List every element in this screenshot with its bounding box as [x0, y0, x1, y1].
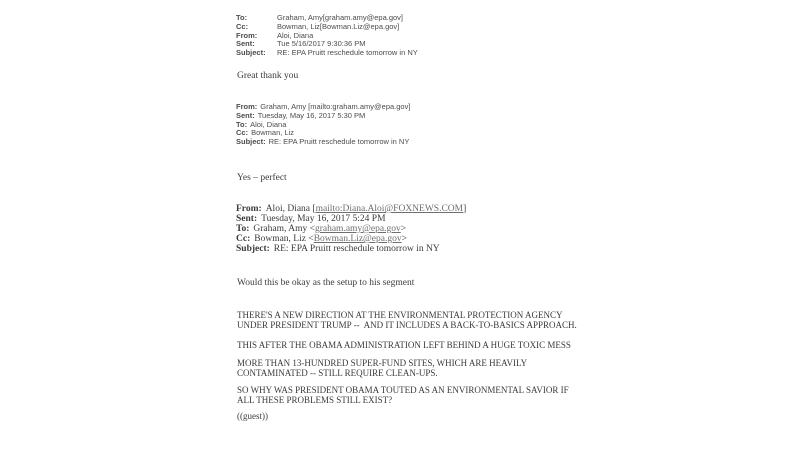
script-paragraph: [237, 310, 577, 330]
header-label: Subject:: [236, 48, 266, 58]
script-line: SO WHY WAS PRESIDENT OBAMA TOUTED AS AN ENVIRONMENTAL SAVIOR IF: [237, 385, 569, 395]
email3-header-block: [236, 204, 466, 254]
header-row: [236, 214, 466, 224]
header-value: ]: [463, 204, 467, 214]
header-value: >: [400, 224, 407, 234]
header-label: Cc:: [236, 234, 251, 244]
header-value: Tuesday, May 16, 2017 5:30 PM: [257, 110, 366, 120]
script-paragraph: [237, 385, 569, 405]
script-line: ((guest)): [237, 411, 268, 421]
header-label: To:: [236, 224, 250, 234]
header-row: [236, 224, 466, 234]
script-line: THIS AFTER THE OBAMA ADMINISTRATION LEFT BEHIND A HUGE TOXIC MESS: [237, 340, 571, 350]
cc-email-link[interactable]: Bowman.Liz@epa.gov: [313, 234, 402, 244]
header-row: [236, 49, 418, 58]
header-row: [236, 23, 418, 32]
header-row: [236, 244, 466, 254]
email-document: [236, 0, 581, 450]
header-label: Sent:: [236, 39, 255, 49]
to-email-link[interactable]: graham.amy@epa.gov: [314, 224, 401, 234]
header-value: Aloi, Diana: [250, 119, 287, 129]
script-line: MORE THAN 13-HUNDRED SUPER-FUND SITES, WHICH ARE HEAVILY: [237, 358, 528, 368]
header-value: Tuesday, May 16, 2017 5:24 PM: [261, 214, 386, 224]
header-value: Aloi, Diana [: [265, 204, 316, 214]
header-value: >: [401, 234, 407, 244]
header-label: Sent:: [236, 214, 258, 224]
script-guest-cue: [237, 411, 268, 421]
email2-header-block: [236, 103, 410, 147]
header-row: [236, 204, 466, 214]
script-line: ALL THESE PROBLEMS STILL EXIST?: [237, 395, 393, 405]
header-row: [236, 138, 410, 147]
email1-body-text: Great thank you: [237, 71, 299, 81]
header-value: RE: EPA Pruitt reschedule tomorrow in NY: [268, 137, 410, 147]
header-value: RE: EPA Pruitt reschedule tomorrow in NY: [277, 48, 418, 58]
header-row: [236, 234, 466, 244]
email3-body-text: Would this be okay as the setup to his segment: [237, 278, 415, 288]
email1-header-block: [236, 14, 418, 58]
email2-body-text: Yes – perfect: [237, 173, 287, 183]
header-value: Bowman, Liz[Bowman.Liz@epa.gov]: [277, 21, 400, 31]
header-label: From:: [236, 204, 262, 214]
header-value: Aloi, Diana: [277, 30, 314, 40]
header-label: Subject:: [236, 244, 270, 254]
header-label: Sent:: [236, 110, 255, 120]
header-label: Subject:: [236, 137, 266, 147]
script-line: UNDER PRESIDENT TRUMP -- AND IT INCLUDES A BACK-TO-BASICS APPROACH.: [237, 320, 577, 330]
header-label: Cc:: [236, 21, 249, 31]
script-line: CONTAMINATED -- STILL REQUIRE CLEAN-UPS.: [237, 368, 438, 378]
from-mailto-link[interactable]: mailto:Diana.Aloi@FOXNEWS.COM: [315, 204, 464, 214]
header-label: Cc:: [236, 128, 249, 138]
header-label: From:: [236, 30, 258, 40]
header-label: To:: [236, 119, 248, 129]
header-value: Graham, Amy[graham.amy@epa.gov]: [277, 13, 403, 22]
header-value: Bowman, Liz: [251, 128, 295, 138]
header-value: Graham, Amy [mailto:graham.amy@epa.gov]: [260, 102, 411, 111]
header-label: From:: [236, 102, 258, 111]
header-label: To:: [236, 13, 248, 22]
header-value: Bowman, Liz <: [254, 234, 314, 244]
header-value: Graham, Amy <: [253, 224, 315, 234]
script-paragraph: [237, 340, 571, 350]
header-value: RE: EPA Pruitt reschedule tomorrow in NY: [273, 244, 440, 254]
header-value: Tue 5/16/2017 9:30:36 PM: [277, 39, 366, 49]
script-paragraph: [237, 358, 527, 378]
script-line: THERE'S A NEW DIRECTION AT THE ENVIRONMENTAL PROTECTION AGENCY: [237, 310, 563, 320]
